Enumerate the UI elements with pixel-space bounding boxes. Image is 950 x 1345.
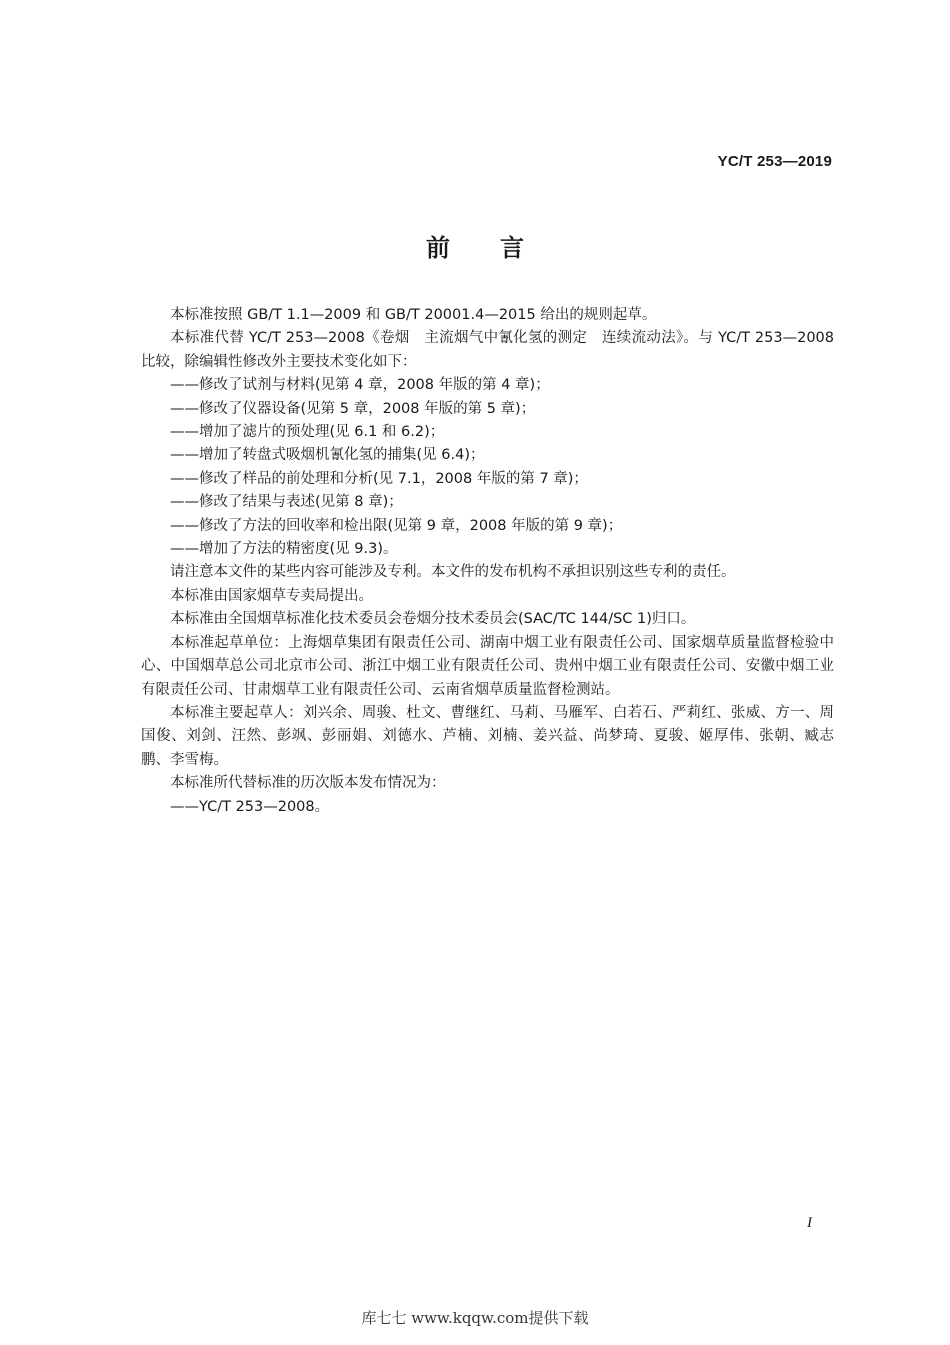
paragraph-patent-notice: 请注意本文件的某些内容可能涉及专利。本文件的发布机构不承担识别这些专利的责任。 (170, 564, 736, 581)
change-item: ——修改了样品的前处理和分析(见 7.1，2008 年版的第 7 章)； (170, 470, 588, 487)
paragraph-drafting-units: 本标准起草单位：上海烟草集团有限责任公司、湖南中烟工业有限责任公司、国家烟草质量监督检验中心、中国烟草总公司北京市公司、浙江中烟工业有限责任公司、贵州中烟工业有限责任公司、安徽中烟工业有限责任公司、甘肃烟草工业有限责任公司、云南省烟草质量监督检测站。 (141, 634, 834, 698)
page-number: I (807, 1215, 812, 1231)
change-item: ——修改了方法的回收率和检出限(见第 9 章，2008 年版的第 9 章)； (170, 517, 623, 534)
change-item: ——增加了方法的精密度(见 9.3)。 (170, 541, 398, 558)
paragraph-drafters: 本标准主要起草人：刘兴余、周骏、杜文、曹继红、马莉、马雁军、白若石、严莉红、张威、方一、周国俊、刘剑、汪然、彭飒、彭丽娟、刘德水、芦楠、刘楠、姜兴益、尚梦琦、夏骏、姬厚伟、张朝、臧志鹏、李雪梅。 (141, 704, 834, 768)
paragraph-drafting-rules: 本标准按照 GB/T 1.1—2009 和 GB/T 20001.4—2015 给出的规则起草。 (170, 307, 657, 323)
paragraph-replacement: 本标准代替 YC/T 253—2008《卷烟 主流烟气中氰化氢的测定 连续流动法》。与 YC/T 253—2008 比较，除编辑性修改外主要技术变化如下： (141, 330, 834, 370)
version-history-item: ——YC/T 253—2008。 (170, 798, 330, 815)
change-item: ——修改了仪器设备(见第 5 章，2008 年版的第 5 章)； (170, 400, 536, 417)
paragraph-proposer: 本标准由国家烟草专卖局提出。 (170, 587, 373, 604)
change-item: ——修改了结果与表述(见第 8 章)； (170, 494, 403, 511)
download-footer: 库七七 www.kqqw.com提供下载 (361, 1309, 589, 1327)
standard-code: YC/T 253—2019 (717, 153, 832, 170)
page-title: 前言 (426, 234, 574, 262)
paragraph-version-history: 本标准所代替标准的历次版本发布情况为： (170, 775, 446, 792)
paragraph-administrator: 本标准由全国烟草标准化技术委员会卷烟分技术委员会(SAC/TC 144/SC 1)归口。 (170, 611, 696, 628)
change-item: ——修改了试剂与材料(见第 4 章，2008 年版的第 4 章)； (170, 377, 550, 394)
change-item: ——增加了转盘式吸烟机氰化氢的捕集(见 6.4)； (170, 447, 485, 464)
change-item: ——增加了滤片的预处理(见 6.1 和 6.2)； (170, 424, 445, 441)
foreword-content (141, 304, 834, 819)
